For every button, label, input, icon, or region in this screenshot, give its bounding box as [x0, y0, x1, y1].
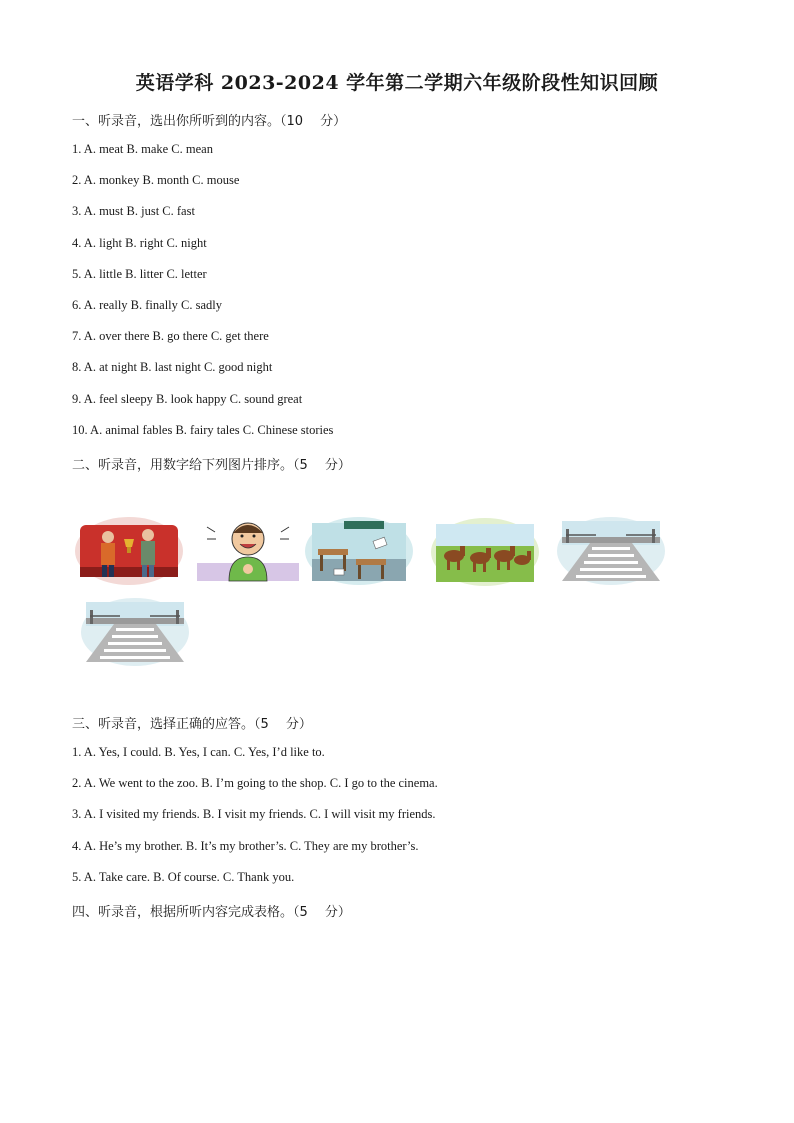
question-item: 3. A. must B. just C. fast [72, 204, 195, 218]
question-item: 2. A. We went to the zoo. B. I’m going to the shop. C. I go to the cinema. [72, 776, 438, 790]
crosswalk-picture [80, 596, 190, 668]
question-item: 2. A. monkey B. month C. mouse [72, 173, 240, 187]
page-title: 英语学科 2023-2024 学年第二学期六年级阶段性知识回顾 [135, 72, 659, 94]
question-item: 1. A. Yes, I could. B. Yes, I can. C. Yes, I’d like to. [72, 745, 325, 759]
crosswalk-picture [556, 515, 666, 587]
section-3-heading: 三、听录音，选择正确的应答。（5 分） [72, 717, 312, 732]
question-item: 9. A. feel sleepy B. look happy C. sound great [72, 392, 303, 406]
award-ceremony-picture [74, 515, 184, 587]
question-item: 5. A. Take care. B. Of course. C. Thank you. [72, 870, 295, 884]
running-horses-picture [430, 516, 540, 588]
laughing-boy-picture [193, 513, 303, 585]
question-item: 5. A. little B. litter C. letter [72, 267, 207, 281]
question-item: 3. A. I visited my friends. B. I visit my friends. C. I will visit my friends. [72, 807, 436, 821]
question-item: 7. A. over there B. go there C. get there [72, 329, 269, 343]
section-1-heading: 一、听录音，选出你所听到的内容。（10 分） [72, 114, 347, 129]
question-item: 4. A. light B. right C. night [72, 236, 207, 250]
question-item: 1. A. meat B. make C. mean [72, 142, 213, 156]
section-2-heading: 二、听录音，用数字给下列图片排序。（5 分） [72, 458, 351, 473]
classroom-picture [304, 515, 414, 587]
question-item: 8. A. at night B. last night C. good night [72, 360, 273, 374]
section-4-heading: 四、听录音，根据所听内容完成表格。（5 分） [72, 905, 351, 920]
question-item: 10. A. animal fables B. fairy tales C. Chinese stories [72, 423, 334, 437]
question-item: 6. A. really B. finally C. sadly [72, 298, 222, 312]
question-item: 4. A. He’s my brother. B. It’s my brother’s. C. They are my brother’s. [72, 839, 419, 853]
